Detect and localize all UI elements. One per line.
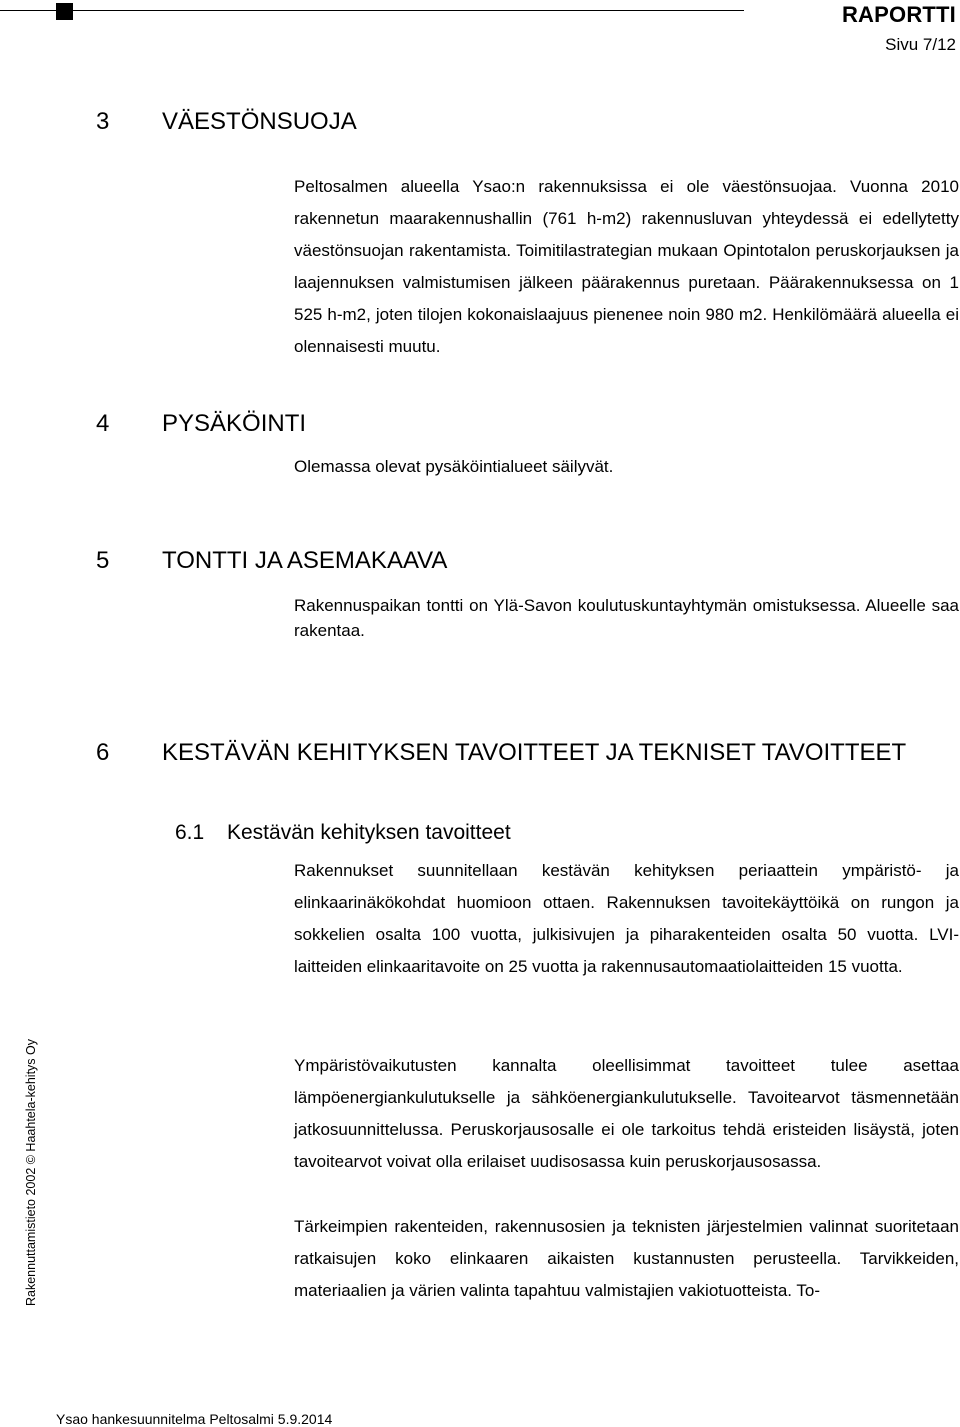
footer-text: Ysao hankesuunnitelma Peltosalmi 5.9.2014 [56,1411,333,1427]
subsection-heading-6-1 [175,821,511,845]
subsection-number: 6.1 [175,821,205,844]
section-heading-5 [96,547,447,575]
header-square-mark [56,3,73,20]
subsection-paragraph-3: Tärkeimpien rakenteiden, rakennusosien ja teknisten järjestelmien valinnat suoritetaan ratkaisujen koko elinkaaren aikaisten kustannusten perusteella. Tarvikkeiden, materiaalien ja värien valinta tapahtuu valmistajien vakiotuotteista. To- [294,1217,959,1300]
section-4-paragraph: Olemassa olevat pysäköintialueet säilyvät. [294,457,614,476]
section-heading-6 [96,739,906,767]
section-title: PYSÄKÖINTI [162,410,307,437]
subsection-title: Kestävän kehityksen tavoitteet [227,821,511,844]
section-heading-4 [96,410,306,438]
section-number: 5 [96,547,110,574]
subsection-paragraph-2: Ympäristövaikutusten kannalta oleellisimmat tavoitteet tulee asettaa lämpöenergiankulutukselle ja sähköenergiankulutukselle. Tavoitearvot täsmennetään jatkosuunnittelussa. Peruskorjausosalle ei ole tarkoitus tehdä eristeiden lisäystä, joten tavoitearvot voivat olla erilaiset uudisosassa kuin peruskorjausosassa. [294,1056,959,1171]
side-copyright-text: Rakennuttamistieto 2002 © Haahtela-kehitys Oy [24,1039,38,1306]
section-title: TONTTI JA ASEMAKAAVA [162,547,448,574]
page-number: Sivu 7/12 [885,35,956,54]
report-title: RAPORTTI [841,2,956,27]
section-number: 4 [96,410,110,437]
section-title: VÄESTÖNSUOJA [162,108,357,135]
section-number: 3 [96,108,110,135]
header-rule [0,10,744,11]
section-heading-3 [96,108,357,136]
section-3-paragraph: Peltosalmen alueella Ysao:n rakennuksissa ei ole väestönsuojaa. Vuonna 2010 rakennetun maarakennushallin (761 h-m2) rakennusluvan yhteydessä ei edellytetty väestönsuojan rakentamista. Toimitilastrategian mukaan Opintotalon peruskorjauksen ja laajennuksen valmistumisen jälkeen päärakennus puretaan. Päärakennuksessa on 1 525 h-m2, joten tilojen kokonaislaajuus pienenee noin 980 m2. Henkilömäärä alueella ei olennaisesti muutu. [294,177,959,356]
section-title: KESTÄVÄN KEHITYKSEN TAVOITTEET JA TEKNISET TAVOITTEET [162,739,907,766]
section-number: 6 [96,739,110,766]
subsection-paragraph-1: Rakennukset suunnitellaan kestävän kehityksen periaattein ympäristö- ja elinkaarinäkökohdat huomioon ottaen. Rakennuksen tavoitekäyttöikä on rungon ja sokkelien osalta 100 vuotta, julkisivujen ja piharakenteiden osalta 50 vuotta. LVI-laitteiden elinkaaritavoite on 25 vuotta ja rakennusautomaatiolaitteiden 15 vuotta. [294,861,959,976]
section-5-paragraph: Rakennuspaikan tontti on Ylä-Savon koulutuskuntayhtymän omistuksessa. Alueelle saa rakentaa. [294,596,959,640]
